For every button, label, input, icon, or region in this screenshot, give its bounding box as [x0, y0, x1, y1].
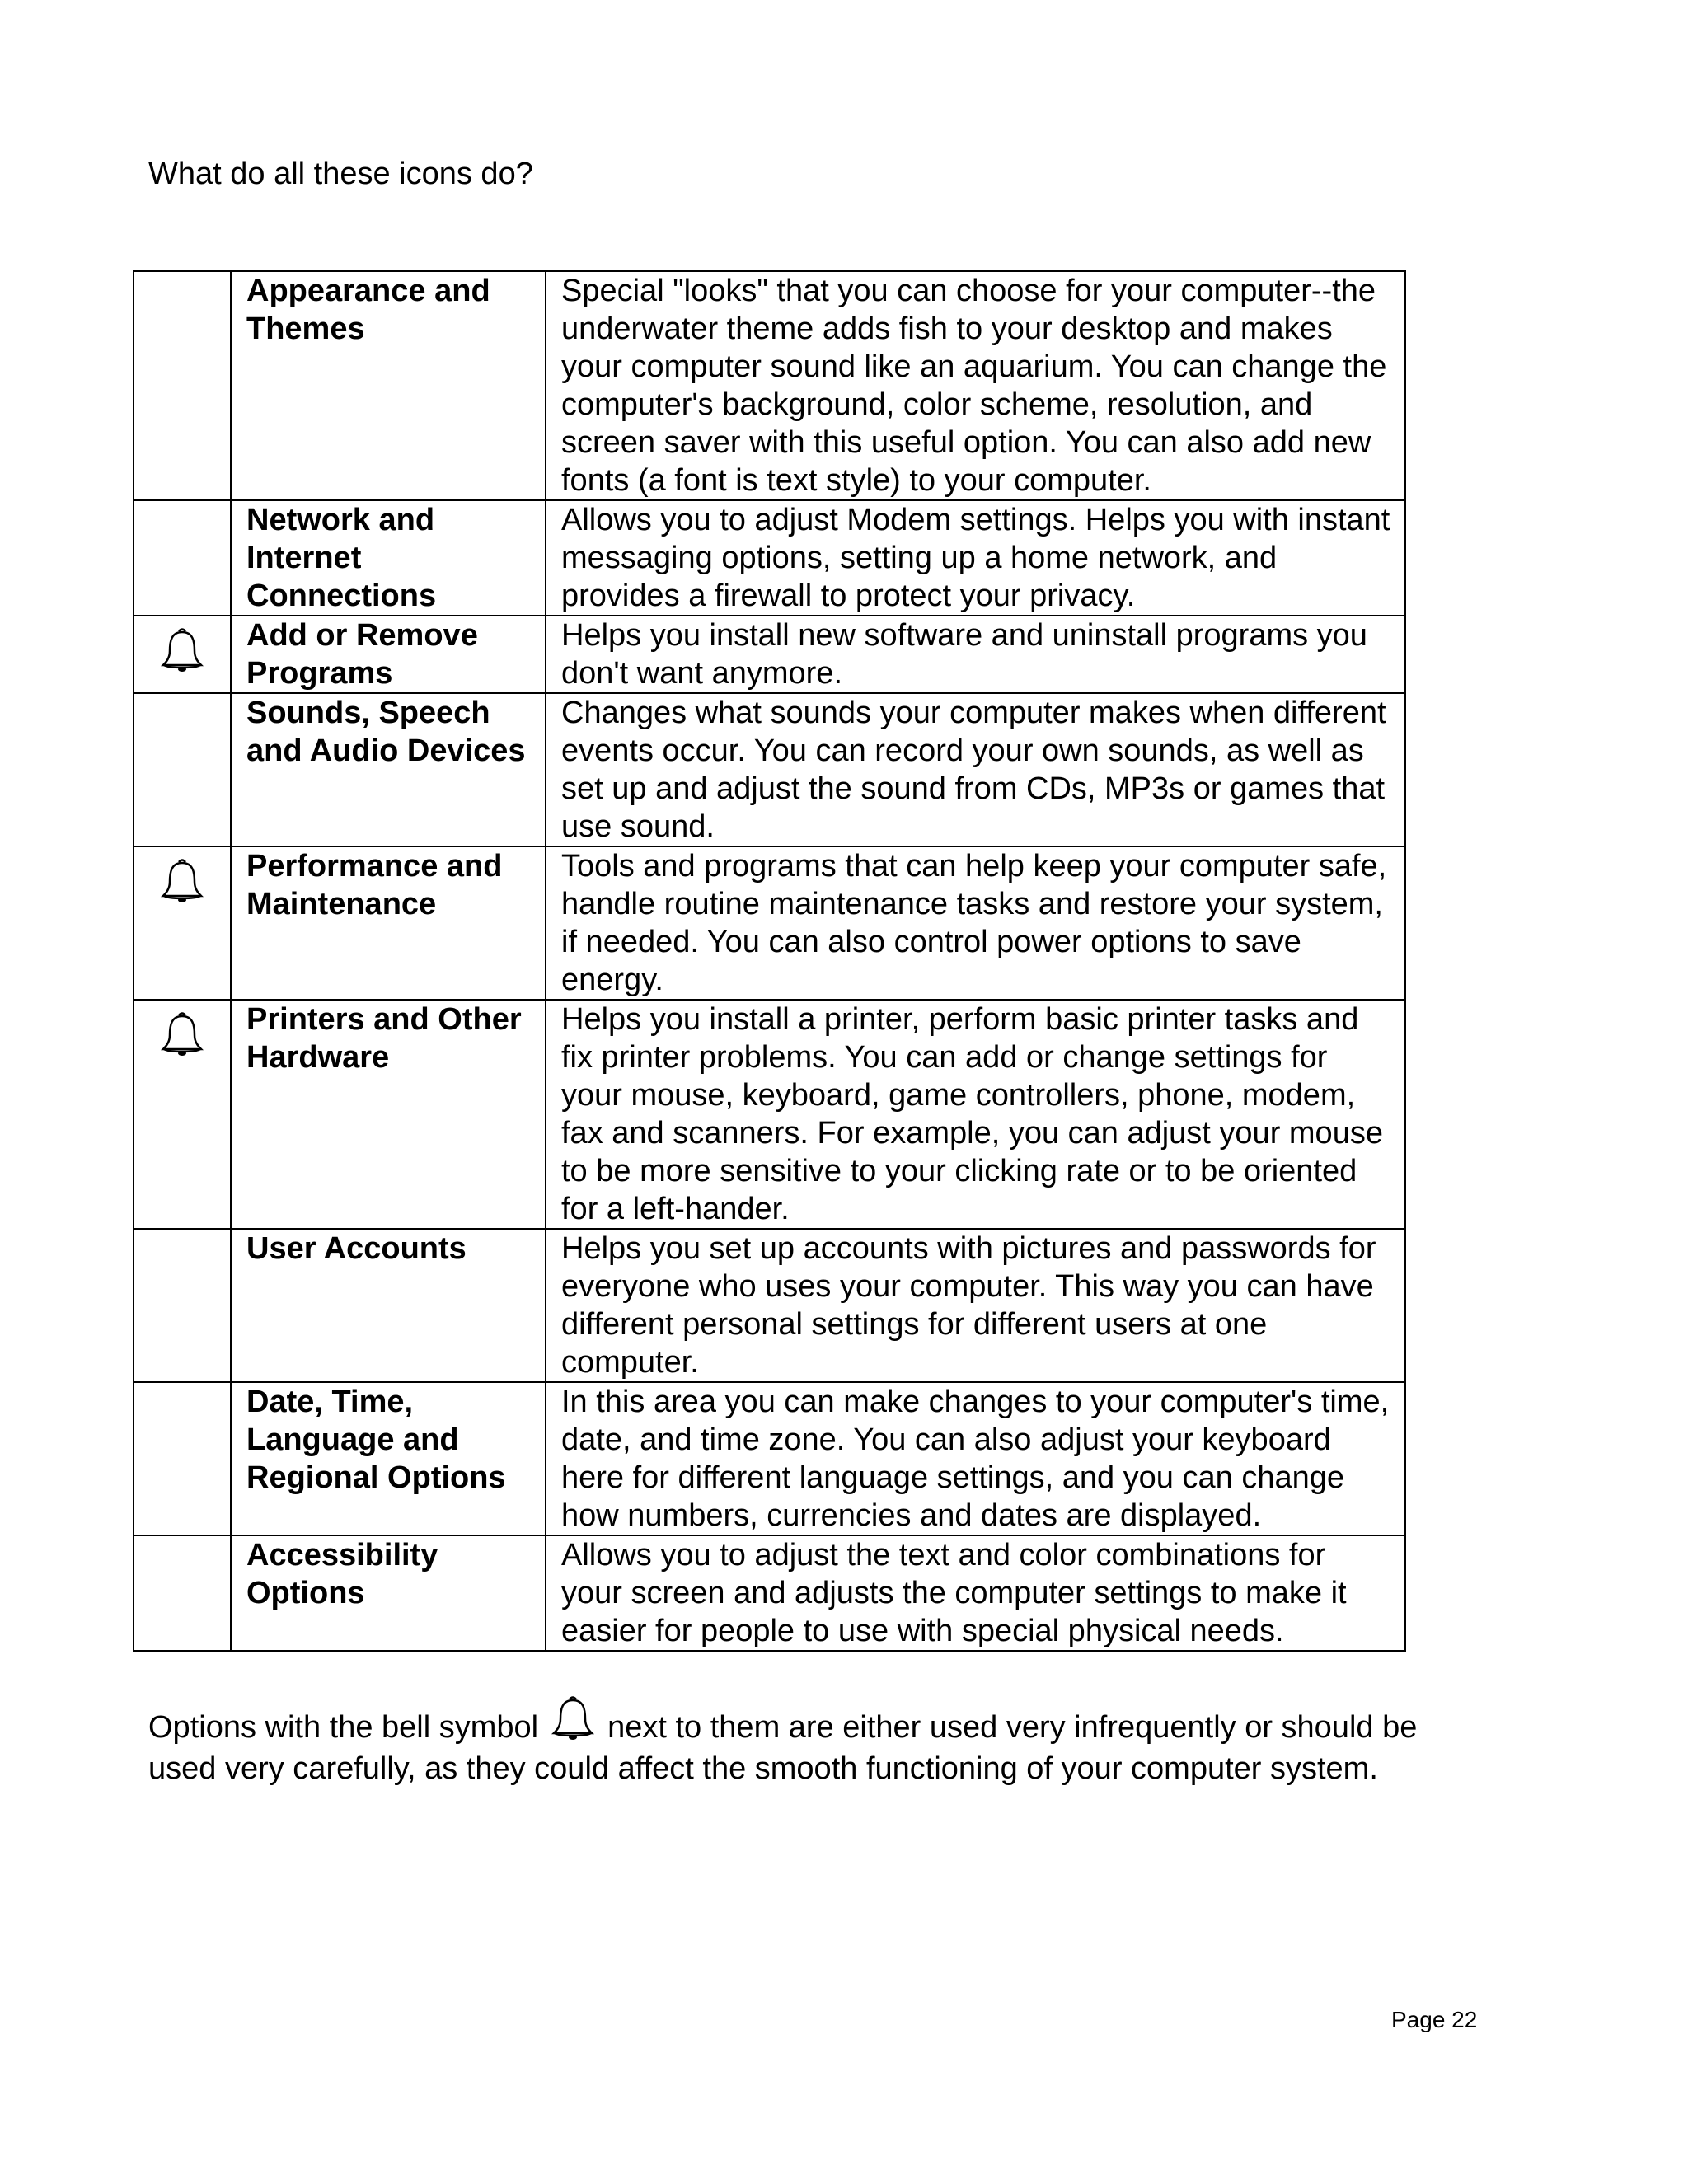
bell-icon: [159, 1010, 205, 1060]
icon-cell: [134, 1229, 231, 1382]
option-name: Date, Time, Language and Regional Options: [231, 1382, 546, 1535]
option-name: User Accounts: [231, 1229, 546, 1382]
option-description: In this area you can make changes to your computer's time, date, and time zone. You can also adjust your keyboard here for different language settings, and you can change how numbers, currencies and dates are displayed.: [546, 1382, 1405, 1535]
options-table-body: [134, 271, 1405, 1651]
icon-cell: [134, 616, 231, 693]
option-description: Allows you to adjust the text and color combinations for your screen and adjusts the computer settings to make it easier for people to use with special physical needs.: [546, 1535, 1405, 1651]
bell-symbol-footnote: [148, 1694, 1459, 1789]
option-name: Sounds, Speech and Audio Devices: [231, 693, 546, 846]
icon-cell: [134, 1000, 231, 1229]
icon-cell: [134, 271, 231, 500]
option-description: Helps you install new software and uninstall programs you don't want anymore.: [546, 616, 1405, 693]
option-description: Changes what sounds your computer makes when different events occur. You can record your own sounds, as well as set up and adjust the sound from CDs, MP3s or games that use sound.: [546, 693, 1405, 846]
option-description: Special "looks" that you can choose for your computer--the underwater theme adds fish to your desktop and makes your computer sound like an aquarium. You can change the computer's background, color scheme, resolution, and screen saver with this useful option. You can also add new fonts (a font is text style) to your computer.: [546, 271, 1405, 500]
bell-icon: [159, 857, 205, 907]
icon-cell: [134, 1382, 231, 1535]
option-description: Helps you set up accounts with pictures and passwords for everyone who uses your computer. This way you can have different personal settings for different users at one computer.: [546, 1229, 1405, 1382]
bell-icon: [550, 1694, 596, 1744]
option-name: Add or Remove Programs: [231, 616, 546, 693]
table-row: [134, 846, 1405, 1000]
table-row: [134, 693, 1405, 846]
icon-cell: [134, 500, 231, 616]
option-name: Printers and Other Hardware: [231, 1000, 546, 1229]
page-number: Page 22: [1391, 2007, 1478, 2032]
option-description: Tools and programs that can help keep your computer safe, handle routine maintenance tasks and restore your system, if needed. You can also control power options to save energy.: [546, 846, 1405, 1000]
option-name: Performance and Maintenance: [231, 846, 546, 1000]
table-row: [134, 271, 1405, 500]
icon-cell: [134, 1535, 231, 1651]
bell-icon: [159, 626, 205, 676]
table-row: [134, 1229, 1405, 1382]
icon-cell: [134, 693, 231, 846]
option-description: Allows you to adjust Modem settings. Helps you with instant messaging options, setting up a home network, and provides a firewall to protect your privacy.: [546, 500, 1405, 616]
option-name: Appearance and Themes: [231, 271, 546, 500]
option-description: Helps you install a printer, perform basic printer tasks and fix printer problems. You can add or change settings for your mouse, keyboard, game controllers, phone, modem, fax and scanners. For example, you can adjust your mouse to be more sensitive to your clicking rate or to be oriented for a left-hander.: [546, 1000, 1405, 1229]
footnote-text-start: Options with the bell symbol: [148, 1710, 539, 1745]
table-row: [134, 1382, 1405, 1535]
option-name: Accessibility Options: [231, 1535, 546, 1651]
option-name: Network and Internet Connections: [231, 500, 546, 616]
table-row: [134, 1535, 1405, 1651]
footnote-text-end: next to them are either used very infrequently or should be used very carefully, as they could affect the smooth functioning of your computer system.: [148, 1710, 1418, 1786]
table-row: [134, 500, 1405, 616]
control-panel-options-table: [133, 270, 1406, 1652]
table-row: [134, 1000, 1405, 1229]
icon-cell: [134, 846, 231, 1000]
table-row: [134, 616, 1405, 693]
page-heading: What do all these icons do?: [148, 157, 533, 191]
